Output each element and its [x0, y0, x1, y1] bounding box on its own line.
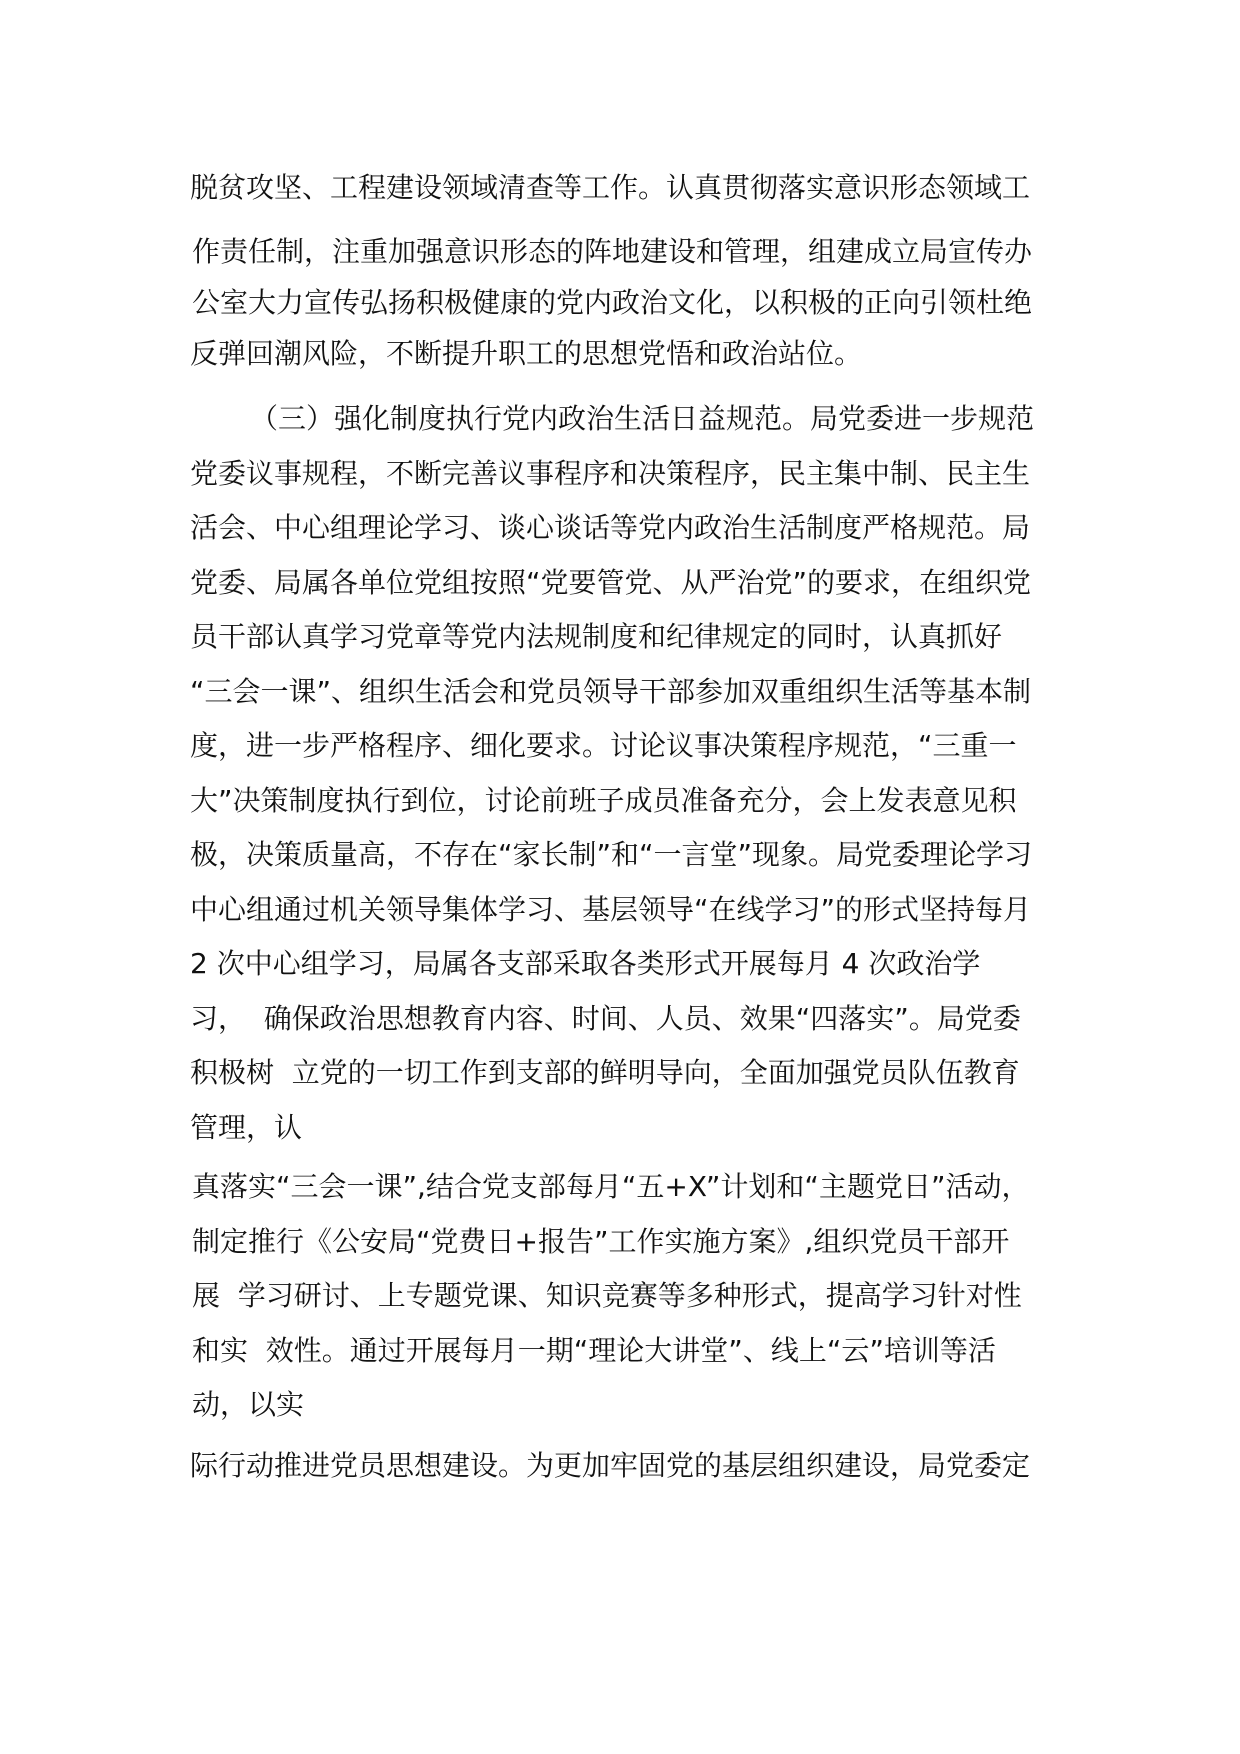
- text-line: 活会、中心组理论学习、谈心谈话等党内政治生活制度严格规范。局: [190, 511, 1031, 544]
- text-line: 展 学习研讨、上专题党课、知识竞赛等多种形式，提高学习针对性: [192, 1279, 1022, 1312]
- text-line: 际行动推进党员思想建设。为更加牢固党的基层组织建设，局党委定: [190, 1449, 1031, 1482]
- text-line: “三会一课”、组织生活会和党员领导干部参加双重组织生活等基本制: [190, 675, 1032, 708]
- text-line: 脱贫攻坚、工程建设领域清查等工作。认真贯彻落实意识形态领域工: [190, 171, 1031, 204]
- text-line: 度，进一步严格程序、细化要求。讨论议事决策程序规范，“三重一: [190, 729, 1017, 762]
- text-line: 真落实“三会一课”,结合党支部每月“五+X”计划和“主题党日”活动，: [192, 1170, 1030, 1203]
- text-line: 动，以实: [192, 1388, 305, 1421]
- text-line: 积极树 立党的一切工作到支部的鲜明导向，全面加强党员队伍教育: [190, 1056, 1020, 1089]
- text-line: 党委议事规程，不断完善议事程序和决策程序，民主集中制、民主生: [190, 457, 1031, 490]
- text-line: 反弹回潮风险，不断提升职工的思想党悟和政治站位。: [190, 337, 863, 370]
- text-line: 中心组通过机关领导集体学习、基层领导“在线学习”的形式坚持每月: [190, 893, 1032, 926]
- text-line: 和实 效性。通过开展每月一期“理论大讲堂”、线上“云”培训等活: [192, 1334, 996, 1367]
- text-line: 作责任制，注重加强意识形态的阵地建设和管理，组建成立局宣传办: [192, 235, 1033, 268]
- text-line: 公室大力宣传弘扬积极健康的党内政治文化，以积极的正向引领杜绝: [192, 286, 1033, 319]
- text-line: 管理，认: [190, 1111, 303, 1144]
- section-heading-line: （三）强化制度执行党内政治生活日益规范。局党委进一步规范: [250, 402, 1035, 435]
- text-line: 习， 确保政治思想教育内容、时间、人员、效果“四落实”。局党委: [190, 1002, 1021, 1035]
- text-line: 员干部认真学习党章等党内法规制度和纪律规定的同时，认真抓好: [190, 620, 1003, 653]
- text-line: 2 次中心组学习，局属各支部采取各类形式开展每月 4 次政治学: [190, 947, 981, 980]
- text-line: 党委、局属各单位党组按照“党要管党、从严治党”的要求，在组织党: [190, 566, 1032, 599]
- text-line: 制定推行《公安局“党费日+报告”工作实施方案》,组织党员干部开: [192, 1225, 1010, 1258]
- text-line: 极，决策质量高，不存在“家长制”和“一言堂”现象。局党委理论学习: [190, 838, 1033, 871]
- text-line: 大”决策制度执行到位，讨论前班子成员准备充分，会上发表意见积: [190, 784, 1017, 817]
